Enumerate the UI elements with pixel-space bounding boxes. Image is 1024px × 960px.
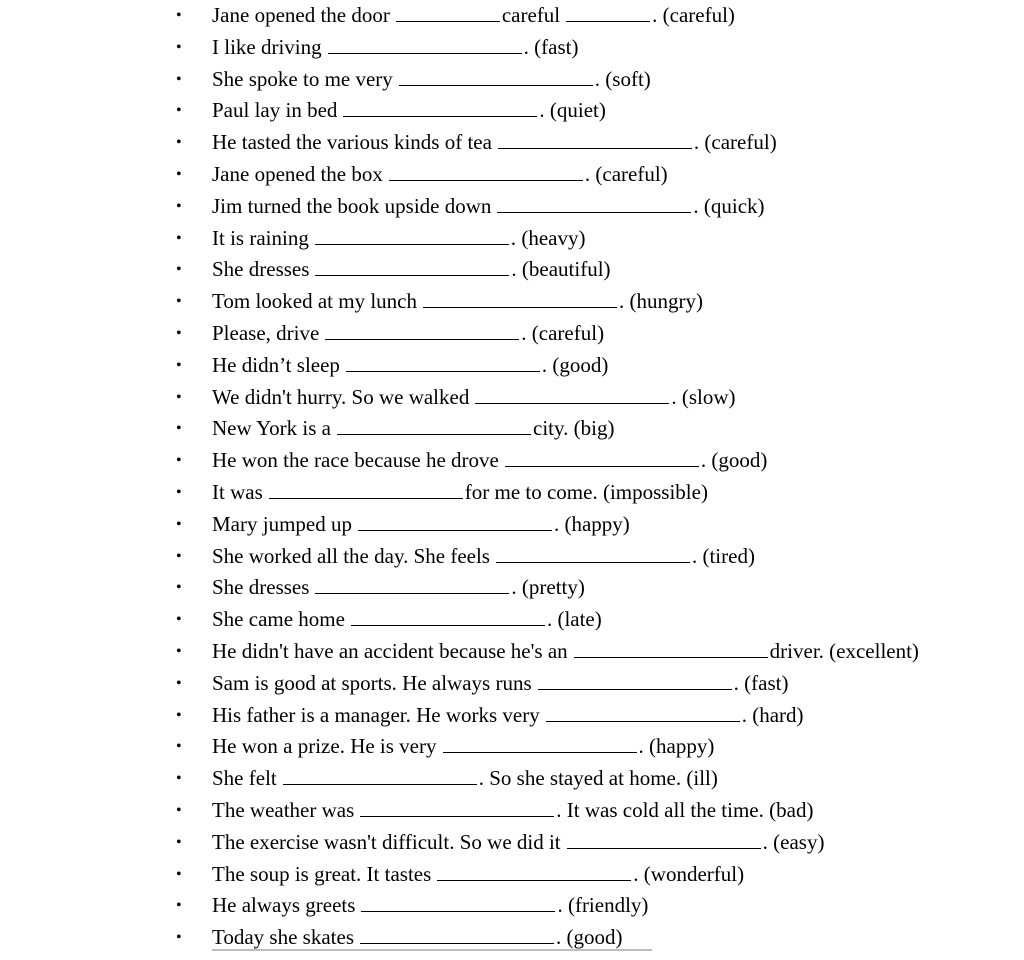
sentence-end: city. (big) bbox=[533, 416, 615, 441]
bullet-icon: • bbox=[176, 293, 182, 311]
sentence-start: He tasted the various kinds of tea bbox=[212, 130, 492, 155]
answer-blank[interactable] bbox=[358, 512, 552, 531]
sentence-end: . (happy) bbox=[638, 734, 715, 759]
list-item bbox=[0, 795, 1024, 827]
answer-blank[interactable] bbox=[423, 289, 617, 308]
sentence-start: She came home bbox=[212, 607, 345, 632]
answer-blank[interactable] bbox=[315, 226, 509, 245]
list-item bbox=[0, 191, 1024, 223]
bullet-icon: • bbox=[176, 515, 182, 533]
sentence-end: . (soft) bbox=[594, 66, 651, 91]
bullet-icon: • bbox=[176, 801, 182, 819]
sentence-end: . (tired) bbox=[691, 543, 755, 568]
sentence-end: . (friendly) bbox=[557, 893, 649, 918]
sentence-start: It is raining bbox=[212, 225, 309, 250]
partial-line-remnant bbox=[212, 949, 652, 957]
list-item bbox=[0, 350, 1024, 382]
list-item bbox=[0, 700, 1024, 732]
bullet-icon: • bbox=[176, 547, 182, 565]
answer-blank[interactable] bbox=[505, 448, 699, 467]
list-item bbox=[0, 636, 1024, 668]
answer-blank[interactable] bbox=[475, 385, 669, 404]
list-item bbox=[0, 604, 1024, 636]
sentence-end: . (careful) bbox=[584, 161, 668, 186]
answer-blank[interactable] bbox=[396, 3, 500, 22]
answer-blank[interactable] bbox=[538, 671, 732, 690]
sentence-start: Tom looked at my lunch bbox=[212, 289, 417, 314]
sentence-start: Jim turned the book upside down bbox=[212, 193, 492, 218]
sentence-start: Today she skates bbox=[212, 925, 354, 950]
sentence-middle: careful bbox=[501, 3, 561, 27]
list-item bbox=[0, 731, 1024, 763]
bullet-icon: • bbox=[176, 483, 182, 501]
sentence-end: . (careful) bbox=[652, 3, 735, 27]
answer-blank[interactable] bbox=[497, 194, 691, 213]
cut-off-next-line bbox=[0, 947, 1024, 960]
bullet-icon: • bbox=[176, 865, 182, 883]
bullet-icon: • bbox=[176, 833, 182, 851]
sentence-end: . (careful) bbox=[521, 320, 605, 345]
answer-blank[interactable] bbox=[360, 798, 554, 817]
answer-blank[interactable] bbox=[360, 925, 554, 944]
list-item bbox=[0, 509, 1024, 541]
list-item bbox=[0, 572, 1024, 604]
sentence-start: He won a prize. He is very bbox=[212, 734, 437, 759]
bullet-icon: • bbox=[176, 134, 182, 152]
sentence-end: . (quiet) bbox=[539, 98, 606, 123]
bullet-icon: • bbox=[176, 102, 182, 120]
bullet-icon: • bbox=[176, 579, 182, 597]
list-item bbox=[0, 286, 1024, 318]
sentence-start: She worked all the day. She feels bbox=[212, 543, 490, 568]
sentence-end: . (wonderful) bbox=[633, 861, 745, 886]
answer-blank[interactable] bbox=[443, 734, 637, 753]
sentence-end: for me to come. (impossible) bbox=[464, 479, 708, 504]
sentence-end: . (fast) bbox=[523, 34, 579, 59]
list-item bbox=[0, 763, 1024, 795]
answer-blank[interactable] bbox=[346, 353, 540, 372]
sentence-start: I like driving bbox=[212, 34, 322, 59]
sentence-start: He didn’t sleep bbox=[212, 352, 340, 377]
bullet-icon: • bbox=[176, 706, 182, 724]
bullet-icon: • bbox=[176, 642, 182, 660]
answer-blank[interactable] bbox=[574, 639, 768, 658]
sentence-start: The exercise wasn't difficult. So we did it bbox=[212, 829, 561, 854]
sentence-start: The weather was bbox=[212, 797, 355, 822]
answer-blank[interactable] bbox=[269, 480, 463, 499]
answer-blank[interactable] bbox=[337, 416, 531, 435]
list-item bbox=[0, 445, 1024, 477]
answer-blank[interactable] bbox=[328, 35, 522, 54]
list-item bbox=[0, 859, 1024, 891]
list-item bbox=[0, 254, 1024, 286]
list-item bbox=[0, 318, 1024, 350]
list-item bbox=[0, 223, 1024, 255]
bullet-icon: • bbox=[176, 738, 182, 756]
sentence-start: Jane opened the door bbox=[212, 3, 390, 27]
answer-blank[interactable] bbox=[283, 766, 477, 785]
sentence-start: She spoke to me very bbox=[212, 66, 393, 91]
sentence-end: . So she stayed at home. (ill) bbox=[478, 766, 718, 791]
sentence-end: . (hungry) bbox=[619, 289, 703, 314]
answer-blank[interactable] bbox=[498, 130, 692, 149]
sentence-end: . (easy) bbox=[762, 829, 825, 854]
list-item bbox=[0, 64, 1024, 96]
answer-blank[interactable] bbox=[567, 830, 761, 849]
sentence-end: . It was cold all the time. (bad) bbox=[556, 797, 814, 822]
sentence-start: He always greets bbox=[212, 893, 356, 918]
sentence-start: Jane opened the box bbox=[212, 161, 383, 186]
sentence-start: She dresses bbox=[212, 575, 310, 600]
list-item bbox=[0, 382, 1024, 414]
list-item bbox=[0, 668, 1024, 700]
answer-blank[interactable] bbox=[496, 544, 690, 563]
answer-blank[interactable] bbox=[566, 3, 650, 22]
bullet-icon: • bbox=[176, 611, 182, 629]
answer-blank[interactable] bbox=[351, 607, 545, 626]
bullet-icon: • bbox=[176, 770, 182, 788]
sentence-end: . (fast) bbox=[733, 670, 789, 695]
answer-blank[interactable] bbox=[343, 98, 537, 117]
answer-blank[interactable] bbox=[546, 703, 740, 722]
bullet-icon: • bbox=[176, 7, 182, 24]
sentence-end: . (good) bbox=[556, 925, 623, 950]
bullet-icon: • bbox=[176, 324, 182, 342]
list-item bbox=[0, 827, 1024, 859]
answer-blank[interactable] bbox=[315, 575, 509, 594]
bullet-icon: • bbox=[176, 229, 182, 247]
sentence-end: . (hard) bbox=[741, 702, 804, 727]
sentence-end: . (good) bbox=[541, 352, 609, 377]
sentence-start: Sam is good at sports. He always runs bbox=[212, 670, 532, 695]
answer-blank[interactable] bbox=[315, 257, 509, 276]
answer-blank[interactable] bbox=[389, 162, 583, 181]
bullet-icon: • bbox=[176, 261, 182, 279]
sentence-end: . (slow) bbox=[671, 384, 736, 409]
answer-blank[interactable] bbox=[437, 862, 631, 881]
list-item bbox=[0, 477, 1024, 509]
sentence-end: . (careful) bbox=[693, 130, 777, 155]
sentence-start: Please, drive bbox=[212, 320, 320, 345]
bullet-icon: • bbox=[176, 420, 182, 438]
sentence-end: driver. (excellent) bbox=[769, 638, 919, 663]
bullet-icon: • bbox=[176, 388, 182, 406]
list-item bbox=[0, 413, 1024, 445]
bullet-icon: • bbox=[176, 197, 182, 215]
sentence-start: The soup is great. It tastes bbox=[212, 861, 432, 886]
sentence-start: She felt bbox=[212, 766, 277, 791]
answer-blank[interactable] bbox=[399, 67, 593, 86]
bullet-icon: • bbox=[176, 452, 182, 470]
sentence-start: He didn't have an accident because he's an bbox=[212, 638, 568, 663]
list-item bbox=[0, 32, 1024, 64]
answer-blank[interactable] bbox=[361, 893, 555, 912]
bullet-icon: • bbox=[176, 929, 182, 947]
list-item bbox=[0, 0, 1024, 32]
list-item bbox=[0, 890, 1024, 922]
sentence-start: She dresses bbox=[212, 257, 310, 282]
list-item bbox=[0, 95, 1024, 127]
sentence-start: New York is a bbox=[212, 416, 332, 441]
bullet-icon: • bbox=[176, 897, 182, 915]
sentence-start: He won the race because he drove bbox=[212, 448, 499, 473]
list-item bbox=[0, 159, 1024, 191]
sentence-end: . (late) bbox=[546, 607, 602, 632]
answer-blank[interactable] bbox=[325, 321, 519, 340]
sentence-end: . (beautiful) bbox=[511, 257, 611, 282]
list-item bbox=[0, 541, 1024, 573]
sentence-end: . (quick) bbox=[693, 193, 765, 218]
sentence-end: . (happy) bbox=[553, 511, 630, 536]
sentence-end: . (pretty) bbox=[511, 575, 585, 600]
sentence-end: . (heavy) bbox=[510, 225, 586, 250]
bullet-icon: • bbox=[176, 674, 182, 692]
bullet-icon: • bbox=[176, 356, 182, 374]
bullet-icon: • bbox=[176, 165, 182, 183]
sentence-end: . (good) bbox=[700, 448, 768, 473]
sentence-start: Mary jumped up bbox=[212, 511, 352, 536]
bullet-icon: • bbox=[176, 38, 182, 56]
sentence-start: His father is a manager. He works very bbox=[212, 702, 540, 727]
list-item bbox=[0, 127, 1024, 159]
sentence-start: Paul lay in bed bbox=[212, 98, 338, 123]
sentence-start: It was bbox=[212, 479, 263, 504]
bullet-icon: • bbox=[176, 70, 182, 88]
sentence-start: We didn't hurry. So we walked bbox=[212, 384, 470, 409]
